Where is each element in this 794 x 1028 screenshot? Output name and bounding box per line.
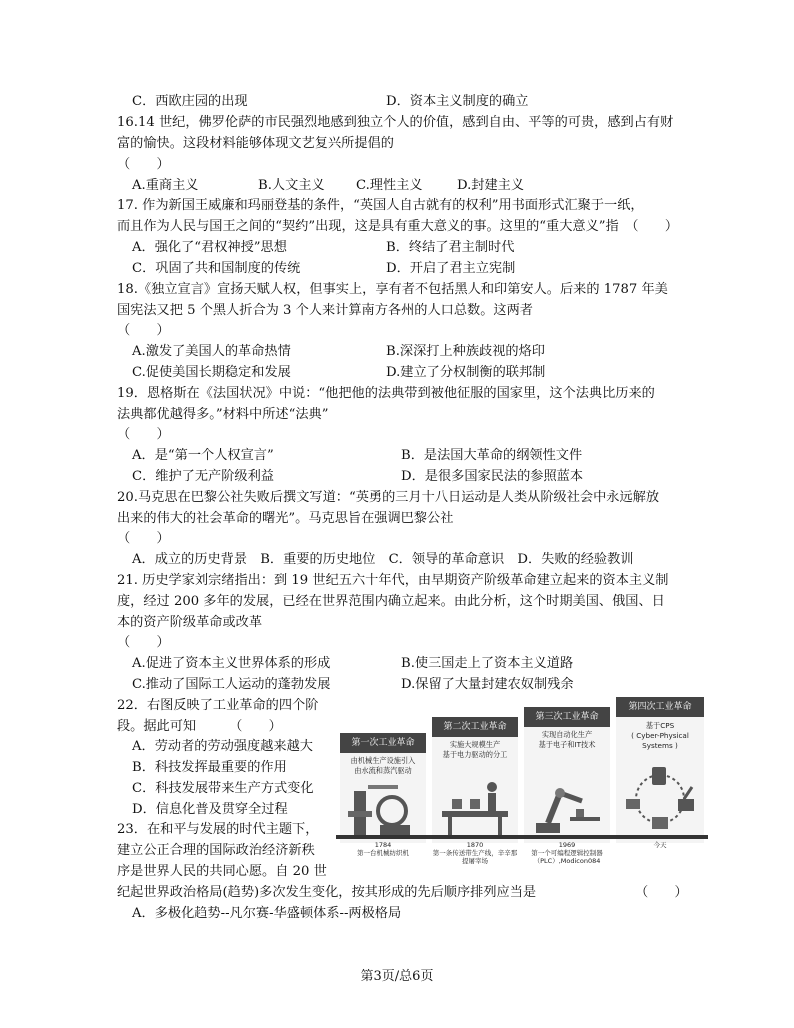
stage-3-note: 第一个可编程逻辑控制器（PLC）,Modicon084 [531,849,603,865]
stage-4-desc-1: 基于CPS [645,721,675,730]
option-21-b: B.使三国走上了资本主义道路 [401,656,574,671]
stage-2-note: 第一条传送带生产线，辛辛那提屠宰场 [432,849,518,865]
option-19-c: C．维护了无产阶级利益 [132,469,274,484]
question-23-line-3: 序是世界人民的共同心愿。自 20 世 [117,864,327,879]
steam-machine-icon [346,781,420,837]
option-18-a: A.激发了美国人的革命热情 [132,344,291,359]
stage-2-panel [432,717,518,843]
stage-2-desc-2: 基于电力驱动的分工 [442,750,508,759]
stage-2-year: 1870 [466,841,484,849]
question-23-line-2: 建立公正合理的国际政治经济新秩 [117,843,315,858]
question-20-line-2: 出来的伟大的社会革命的曙光”。马克思旨在强调巴黎公社 [117,511,454,526]
stage-3-desc-1: 实现自动化生产 [541,730,593,739]
question-18-line-2: 国宪法又把 5 个黑人折合为 3 个人来计算南方各州的人口总数。这两者 [117,303,533,318]
stage-3-desc-2: 基于电子和IT技术 [538,740,596,749]
option-17-c: C．巩固了共和国制度的传统 [132,261,301,276]
question-21-line-3: 本的资产阶级革命或改革 [117,615,263,630]
stage-1-panel [340,733,426,843]
option-16-c: C.理性主义 [356,178,423,193]
page-footer: 第3页/总6页 [360,969,434,984]
option-21-a: A.促进了资本主义世界体系的形成 [132,656,331,671]
option-18-b: B.深深打上种族歧视的烙印 [386,344,545,359]
cyber-physical-icon [622,759,698,837]
option-21-d: D.保留了大量封建农奴制残余 [401,677,574,692]
stage-3-title: 第三次工业革命 [524,707,610,727]
conveyor-belt-icon [438,779,512,837]
stage-4-desc-2: ( Cyber-Physical Systems ) [631,731,689,750]
stage-2-desc-1: 实施大规模生产 [449,740,501,749]
option-16-b: B.人文主义 [258,178,325,193]
option-19-d: D．是很多国家民法的参照蓝本 [401,469,584,484]
option-15-c: C．西欧庄园的出现 [132,94,248,109]
question-16-line-1: 16.14 世纪，佛罗伦萨的市民强烈地感到独立个人的价值，感到自由、平等的可贵，感到占有财 [117,115,674,130]
question-18-line-1: 18.《独立宣言》宣扬天赋人权，但事实上，享有者不包括黑人和印第安人。后来的 1787 年美 [117,282,668,297]
question-16-line-2: 富的愉快。这段材料能够体现文艺复兴所提倡的 [117,136,394,151]
question-20-paren: （ ） [117,531,170,546]
stage-4-title: 第四次工业革命 [616,697,704,717]
stage-4-panel [616,697,704,843]
option-17-d: D．开启了君主立宪制 [386,261,516,276]
option-22-c: C．科技发展带来生产方式变化 [132,781,314,796]
option-17-a: A．强化了“君权神授”思想 [132,240,287,255]
timeline-axis [336,835,708,839]
stage-1-title: 第一次工业革命 [340,733,426,753]
question-21-paren: （ ） [117,635,170,650]
option-22-a: A．劳动者的劳动强度越来越大 [132,739,313,754]
question-22-line-1: 22．右图反映了工业革命的四个阶 [117,698,319,713]
option-16-d: D.封建主义 [457,178,525,193]
stage-1-desc-1: 由机械生产设施引入 [350,756,416,765]
option-18-d: D.建立了分权制衡的联邦制 [386,365,546,380]
option-19-a: A．是“第一个人权宣言” [132,448,274,463]
question-19-line-1: 19．恩格斯在《法国状况》中说：“他把他的法典带到被他征服的国家里，这个法典比历来的 [117,386,655,401]
question-20-line-1: 20.马克思在巴黎公社失败后撰文写道：“英勇的三月十八日运动是人类从阶级社会中永远解放 [117,490,660,505]
option-19-b: B．是法国大革命的纲领性文件 [401,448,583,463]
stage-1-desc-2: 由水流和蒸汽驱动 [354,766,412,775]
question-17-line-1: 17. 作为新国王威廉和玛丽登基的条件，“英国人自古就有的权利”用书面形式汇聚于一纸， [117,198,644,213]
stage-1-year: 1784 [374,841,392,849]
question-23-line-1: 23．在和平与发展的时代主题下， [117,822,319,837]
stage-3-year: 1969 [558,841,576,849]
question-22-line-2: 段。据此可知 （ ） [117,719,282,734]
stage-4-year: 今天 [653,841,667,849]
question-21-line-2: 度，经过 200 多年的发展，已经在世界范围内确立起来。由此分析，这个时期美国、俄国、日 [117,594,665,609]
question-19-paren: （ ） [117,427,170,442]
option-18-c: C.促使美国长期稳定和发展 [132,365,291,380]
stage-1-note: 第一台机械纺织机 [357,849,409,857]
option-17-b: B．终结了君主制时代 [386,240,515,255]
option-21-c: C.推动了国际工人运动的蓬勃发展 [132,677,331,692]
stage-3-panel [524,707,610,843]
question-21-line-1: 21. 历史学家刘宗绪指出：到 19 世纪五六十年代，由早期资产阶级革命建立起来的资本主义制 [117,573,669,588]
question-16-paren: （ ） [117,157,170,172]
option-16-a: A.重商主义 [132,178,199,193]
question-18-paren: （ ） [117,323,170,338]
option-15-d: D．资本主义制度的确立 [386,94,529,109]
question-23-line-4: 纪起世界政治格局(趋势)多次发生变化，按其形成的先后顺序排列应当是 （ ） [117,885,688,900]
industrial-revolution-figure [336,695,708,865]
question-19-line-2: 法典都优越得多。”材料中所述“法典” [117,407,329,422]
option-22-b: B．科技发挥最重要的作用 [132,760,287,775]
question-17-line-2: 而且作为人民与国王之间的“契约”出现，这是具有重大意义的事。这里的“重大意义”指 （ ） [117,219,679,234]
options-20: A．成立的历史背景 B．重要的历史地位 C．领导的革命意识 D．失败的经验教训 [132,552,634,567]
stage-2-title: 第二次工业革命 [432,717,518,737]
option-22-d: D．信息化普及贯穿全过程 [132,802,288,817]
robot-arm-icon [530,771,604,837]
option-23-a: A．多极化趋势--凡尔赛-华盛顿体系--两极格局 [132,906,402,921]
